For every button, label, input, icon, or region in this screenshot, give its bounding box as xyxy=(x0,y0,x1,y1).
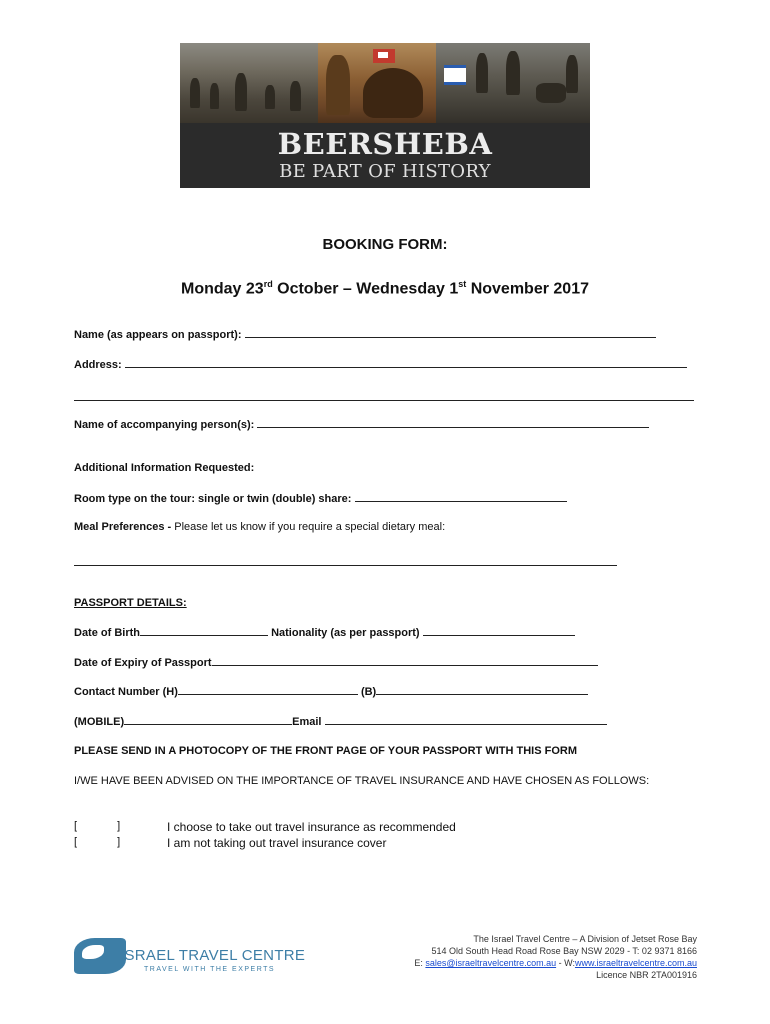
insurance-take-checkbox[interactable]: [ ] xyxy=(74,820,121,832)
meal-field[interactable] xyxy=(74,565,617,566)
footer-address: 514 Old South Head Road Rose Bay NSW 2029 - T: 02 9371 8166 xyxy=(431,946,697,956)
dob-label: Date of Birth xyxy=(74,627,140,639)
email-field[interactable] xyxy=(325,715,607,725)
contact-home-label: Contact Number (H) xyxy=(74,686,178,698)
companions-row xyxy=(74,418,649,431)
nationality-label: Nationality (as per passport) xyxy=(271,627,420,639)
historic-photo-soldiers xyxy=(180,43,318,123)
address-field[interactable] xyxy=(125,358,687,368)
address-field-line2[interactable] xyxy=(74,400,694,401)
email-label: Email xyxy=(292,716,322,728)
logo-name: ISRAEL TRAVEL CENTRE xyxy=(120,947,306,964)
mobile-label: (MOBILE) xyxy=(74,716,125,728)
meal-row xyxy=(74,521,445,533)
mobile-row xyxy=(74,715,607,728)
logo-tagline: TRAVEL WITH THE EXPERTS xyxy=(144,966,276,973)
photocopy-note: PLEASE SEND IN A PHOTOCOPY OF THE FRONT PAGE OF YOUR PASSPORT WITH THIS FORM xyxy=(74,745,577,757)
insurance-note: I/WE HAVE BEEN ADVISED ON THE IMPORTANCE OF TRAVEL INSURANCE AND HAVE CHOSEN AS FOLLOWS: xyxy=(74,775,650,787)
additional-info-heading: Additional Information Requested: xyxy=(74,462,255,474)
name-label: Name (as appears on passport): xyxy=(74,329,242,341)
form-title: BOOKING FORM: xyxy=(322,236,448,253)
passport-heading: PASSPORT DETAILS: xyxy=(74,597,187,609)
footer-licence: Licence NBR 2TA001916 xyxy=(596,970,697,980)
email-link[interactable]: sales@israeltravelcentre.com.au xyxy=(425,958,557,968)
tour-dates: Monday 23rd October – Wednesday 1st November 2017 xyxy=(181,279,589,298)
insurance-take-label: I choose to take out travel insurance as recommended xyxy=(167,820,456,834)
address-label: Address: xyxy=(74,359,122,371)
meal-text: Please let us know if you require a special dietary meal: xyxy=(171,521,446,533)
beersheba-banner xyxy=(180,43,590,188)
footer-company: The Israel Travel Centre – A Division of Jetset Rose Bay xyxy=(473,934,697,944)
historic-photo-trench xyxy=(436,43,590,123)
name-row xyxy=(74,328,656,341)
room-type-row xyxy=(74,492,567,505)
address-row xyxy=(74,358,687,371)
contact-business-field[interactable] xyxy=(376,685,588,695)
room-type-field[interactable] xyxy=(355,492,567,502)
insurance-decline-label: I am not taking out travel insurance cover xyxy=(167,836,387,850)
room-type-label: Room type on the tour: single or twin (double) share: xyxy=(74,493,352,505)
website-link[interactable]: www.israeltravelcentre.com.au xyxy=(574,958,697,968)
name-field[interactable] xyxy=(245,328,656,338)
insurance-decline-checkbox[interactable]: [ ] xyxy=(74,836,121,848)
expiry-field[interactable] xyxy=(212,656,598,666)
historic-photo-light-horse xyxy=(318,43,436,123)
contact-row xyxy=(74,685,588,698)
dob-row xyxy=(74,626,575,639)
banner-title: BEERSHEBA xyxy=(277,127,493,161)
meal-label: Meal Preferences - xyxy=(74,521,172,533)
expiry-row xyxy=(74,656,598,669)
expiry-label: Date of Expiry of Passport xyxy=(74,657,212,669)
israel-travel-centre-logo xyxy=(74,935,306,977)
companions-label: Name of accompanying person(s): xyxy=(74,419,255,431)
contact-business-label: (B) xyxy=(360,686,377,698)
nationality-field[interactable] xyxy=(423,626,575,636)
banner-subtitle: BE PART OF HISTORY xyxy=(279,161,491,182)
dob-field[interactable] xyxy=(140,626,268,636)
footer-contact: E: sales@israeltravelcentre.com.au - W:www.israeltravelcentre.com.au xyxy=(414,958,697,968)
mobile-field[interactable] xyxy=(124,715,292,725)
contact-home-field[interactable] xyxy=(178,685,358,695)
companions-field[interactable] xyxy=(257,418,649,428)
